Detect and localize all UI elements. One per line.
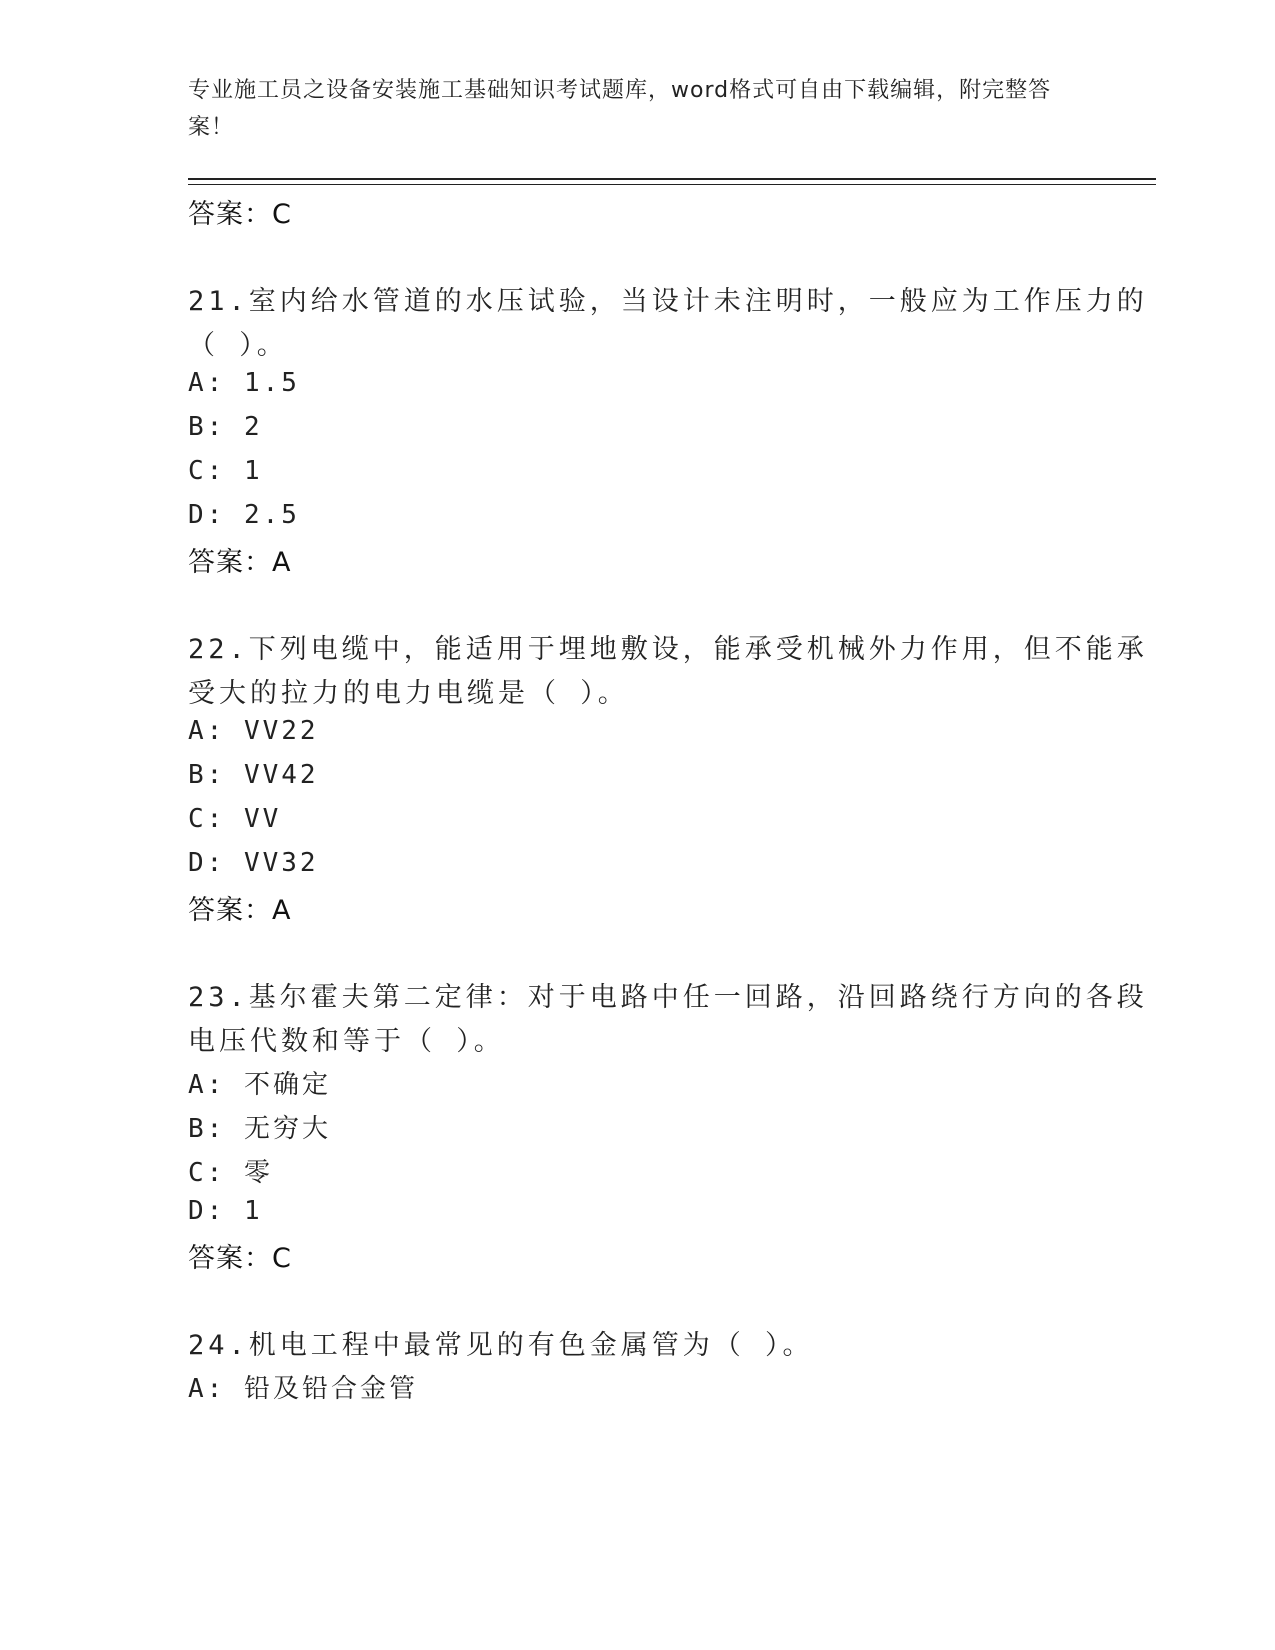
answer-label: 答案：A	[188, 895, 292, 926]
option-b: B: 无穷大	[188, 1114, 331, 1144]
option-a: A: 铅及铅合金管	[188, 1374, 418, 1404]
option-a: A: 不确定	[188, 1070, 331, 1100]
option-c: C: 1	[188, 456, 263, 486]
option-b: B: 2	[188, 412, 263, 442]
option-d: D: 1	[188, 1196, 263, 1226]
option-c: C: VV	[188, 804, 282, 834]
header-divider-thin	[188, 184, 1156, 185]
option-a: A: 1.5	[188, 368, 300, 398]
question-text: 受大的拉力的电力电缆是（ ）。	[188, 678, 629, 709]
option-a: A: VV22	[188, 716, 319, 746]
option-c: C: 零	[188, 1158, 273, 1188]
answer-label: 答案：A	[188, 547, 292, 578]
question-text: 22.下列电缆中，能适用于埋地敷设，能承受机械外力作用，但不能承	[188, 634, 1148, 665]
answer-label: 答案：C	[188, 199, 292, 230]
option-b: B: VV42	[188, 760, 319, 790]
option-d: D: 2.5	[188, 500, 300, 530]
question-text: （ ）。	[188, 330, 288, 361]
question-text: 21.室内给水管道的水压试验，当设计未注明时，一般应为工作压力的	[188, 286, 1148, 317]
document-header: 专业施工员之设备安装施工基础知识考试题库，word格式可自由下载编辑，附完整答案！	[188, 78, 1052, 140]
option-d: D: VV32	[188, 848, 319, 878]
question-text: 23.基尔霍夫第二定律：对于电路中任一回路，沿回路绕行方向的各段	[188, 982, 1148, 1013]
answer-label: 答案：C	[188, 1243, 292, 1274]
question-text: 电压代数和等于（ ）。	[188, 1026, 505, 1057]
question-text: 24.机电工程中最常见的有色金属管为（ ）。	[188, 1330, 814, 1361]
header-divider-thick	[188, 178, 1156, 180]
